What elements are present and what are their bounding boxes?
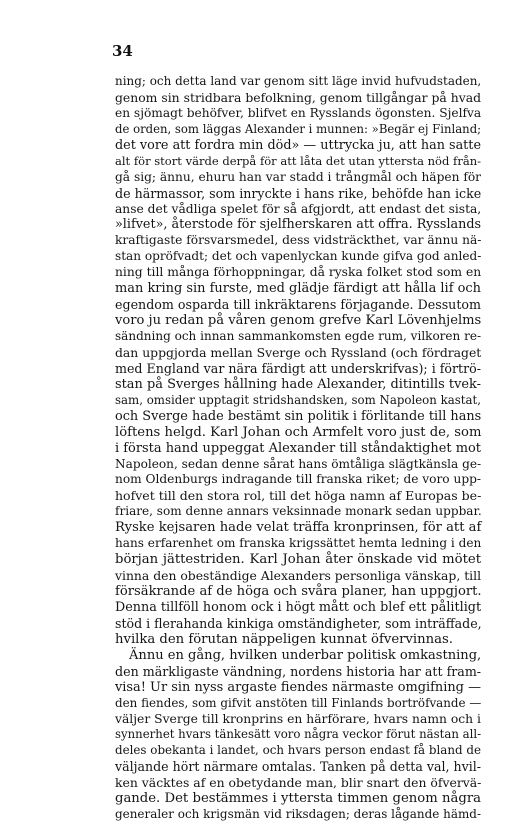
- text-line: Ännu en gång, hvilken underbar politisk omkastning,: [129, 647, 482, 663]
- text-line: och Sverge hade bestämt sin politik i förlitande till hans: [115, 408, 482, 424]
- text-line: anse det vådliga spelet för så afgjordt, att endast det sista,: [115, 201, 482, 216]
- text-line: »lifvet», återstode för sjelfherskaren att offra. Rysslands: [115, 217, 482, 233]
- text-line: voro ju redan på våren genom grefve Karl Lövenhjelms: [115, 313, 482, 329]
- text-line: synnerhet hvars tänkesätt voro några veckor förut nästan all-: [115, 727, 482, 742]
- text-line: en sjömagt behöfver, blifvet en Rysslands ögonsten. Sjelfva: [115, 105, 482, 120]
- text-line: egendom osparda till inkräktarens förjagande. Dessutom: [115, 297, 481, 313]
- text-line: generaler och krigsmän vid riksdagen; deras lågande hämd-: [115, 807, 481, 822]
- text-line: väljer Sverge till kronprins en härförare, hvars namn och i: [115, 711, 481, 726]
- text-line: i första hand uppeggat Alexander till ståndaktighet mot: [115, 440, 481, 456]
- text-line: man kring sin furste, med glädje färdigt att hålla lif och: [115, 281, 481, 297]
- text-line: Denna tillföll honom ock i högt mått och blef ett pålitligt: [115, 599, 482, 615]
- body-text: [115, 74, 481, 823]
- text-line: den märkligaste vändning, nordens historia har att fram-: [115, 663, 482, 679]
- text-line: stan opröfvadt; det och vapenlyckan kunde gifva god anled-: [115, 249, 482, 264]
- text-line: väljande hört närmare omtalas. Tanken på detta val, hvil-: [115, 759, 481, 775]
- text-line: löftens helgd. Karl Johan och Armfelt voro just de, som: [115, 424, 482, 440]
- text-line: deles obekanta i landet, och hvars person endast få bland de: [115, 743, 481, 758]
- text-line: stöd i flerahanda kinkiga omständigheter, som inträffade,: [115, 615, 482, 631]
- text-line: Ryske kejsaren hade velat träffa kronprinsen, för att af: [115, 520, 482, 536]
- text-line: ken väcktes af en obetydande man, blir snart den öfvervä-: [115, 775, 482, 791]
- text-line: de härmassor, som inryckte i hans rike, behöfde han icke: [115, 185, 482, 201]
- text-line: kraftigaste försvarsmedel, dess vidsträckthet, var ännu nä-: [115, 233, 482, 248]
- text-line: det vore att fordra min död» — uttrycka ju, att han satte: [115, 137, 481, 153]
- text-line: stan på Sverges hållning hade Alexander, ditintills tvek-: [115, 376, 481, 392]
- text-line: början jättestriden. Karl Johan åter önskade vid mötet: [115, 552, 481, 568]
- text-line: dan uppgjorda mellan Sverge och Ryssland (och fördraget: [115, 344, 482, 360]
- text-line: hofvet till den stora rol, till det höga namn af Europas be-: [115, 488, 482, 504]
- text-line: sändning och innan sammankomsten egde rum, vilkoren re-: [115, 329, 482, 343]
- page-number: 34: [112, 42, 133, 60]
- text-line: genom sin stridbara befolkning, genom tillgångar på hvad: [115, 89, 481, 105]
- text-line: de orden, som läggas Alexander i munnen: »Begär ej Finland;: [115, 121, 482, 136]
- text-line: försäkrande af de höga och svåra planer, han uppgjort.: [115, 584, 482, 599]
- text-line: med England var nära färdigt att underskrifvas); i förtrö-: [115, 360, 481, 376]
- text-line: hans erfarenhet om franska krigssättet hemta ledning i den: [115, 536, 482, 551]
- text-line: friare, som denne annars veksinnade monark sedan uppbar.: [115, 504, 482, 519]
- text-line: alt för stort värde derpå för att låta det utan yttersta nöd från-: [115, 153, 481, 168]
- text-line: nom Oldenburgs indragande till franska riket; de voro upp-: [115, 472, 481, 487]
- text-line: visa! Ur sin nyss argaste fiendes närmaste omgifning —: [115, 679, 481, 695]
- text-line: ning till många förhoppningar, då ryska folket stod som en: [115, 265, 482, 280]
- text-line: Napoleon, sedan denne sårat hans ömtåliga slägtkänsla ge-: [115, 456, 482, 471]
- text-line: gande. Det bestämmes i yttersta timmen genom några: [115, 791, 481, 807]
- text-line: ning; och detta land var genom sitt läge invid hufvudstaden,: [115, 74, 482, 88]
- text-line: vinna den obeständige Alexanders personliga vänskap, till: [115, 568, 482, 584]
- text-line: sam, omsider upptagit stridshandsken, som Napoleon kastat,: [115, 392, 481, 407]
- text-line: den fiendes, som gifvit anstöten till Finlands bortröfvande —: [115, 695, 482, 710]
- text-line: hvilka den förutan näppeligen kunnat öfvervinnas.: [115, 631, 453, 647]
- text-line: gå sig; ännu, ehuru han var stadd i trångmål och häpen för: [115, 169, 481, 184]
